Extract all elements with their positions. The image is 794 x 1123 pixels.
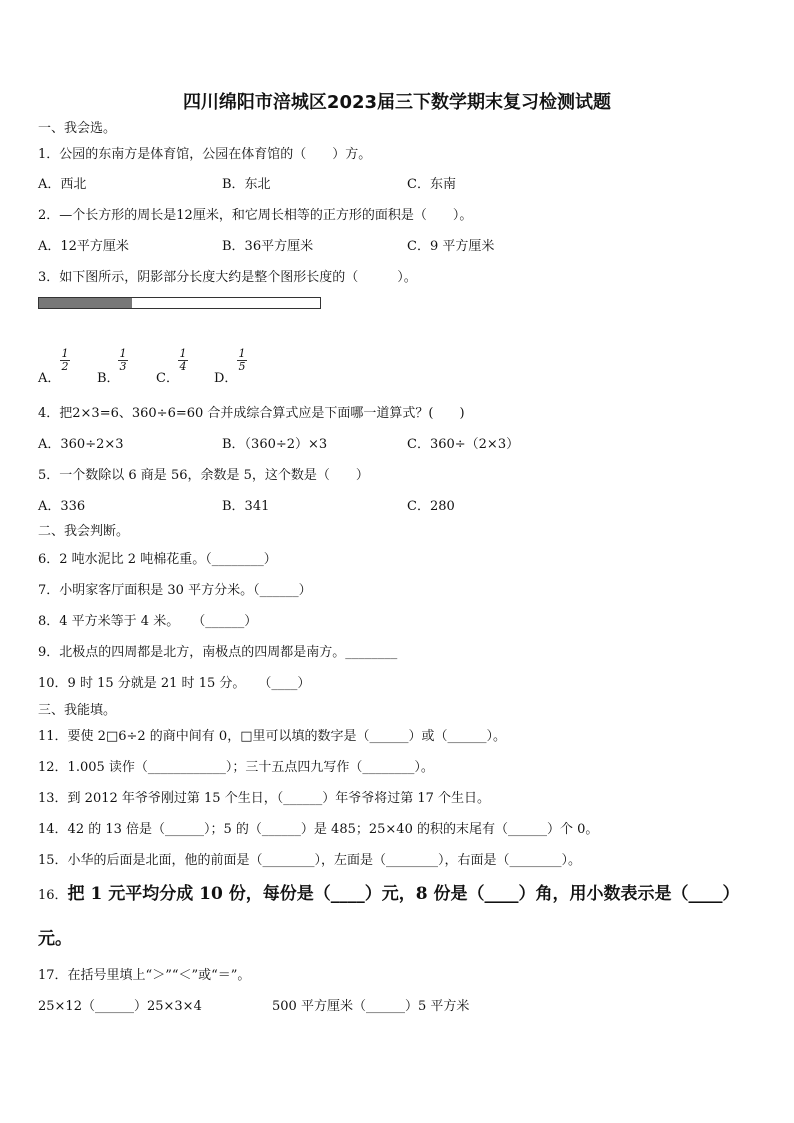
q3-option-d: D． (214, 371, 238, 386)
question-6: 6．2 吨水泥比 2 吨棉花重。（________） (38, 552, 277, 567)
q3-option-b: B． (97, 371, 120, 386)
question-1: 1．公园的东南方是体育馆，公园在体育馆的（ ）方。 (38, 147, 372, 162)
question-16 (38, 885, 739, 905)
question-9: 9．北极点的四周都是北方，南极点的四周都是南方。________ (38, 645, 398, 660)
question-3: 3．如下图所示，阴影部分长度大约是整个图形长度的（ ）。 (38, 270, 417, 285)
q4-option-c: C．360÷（2×3） (407, 437, 520, 452)
q1-option-c: C．东南 (407, 177, 456, 192)
q5-option-b: B．341 (222, 499, 270, 514)
question-16-number: 16． (38, 888, 68, 903)
question-14: 14．42 的 13 倍是（______）；5 的（______）是 485；25×40 的积的末尾有（______）个 0。 (38, 822, 599, 837)
question-10: 10．9 时 15 分就是 21 时 15 分。 （____） (38, 676, 311, 691)
question-2: 2．—个长方形的周长是12厘米，和它周长相等的正方形的面积是（ ）。 (38, 208, 473, 223)
q3-option-a: A． (38, 371, 61, 386)
q3-fraction-b: $\frac{1}{3}$ (119, 347, 127, 373)
question-7: 7．小明家客厅面积是 30 平方分米。（______） (38, 583, 312, 598)
q2-option-a: A．12平方厘米 (38, 239, 129, 254)
question-13: 13．到 2012 年爷爷刚过第 15 个生日，（______）年爷爷将过第 17 个生日。 (38, 791, 491, 806)
q5-option-c: C．280 (407, 499, 455, 514)
question-5: 5．一个数除以 6 商是 56，余数是 5，这个数是（ ） (38, 468, 369, 483)
q1-option-b: B．东北 (222, 177, 271, 192)
question-8: 8．4 平方米等于 4 米。 （______） (38, 614, 258, 629)
q2-option-c: C．9 平方厘米 (407, 239, 495, 254)
q4-option-a: A．360÷2×3 (38, 437, 124, 452)
section-heading-fill: 三、我能填。 (38, 703, 117, 718)
section-heading-choose: 一、我会选。 (38, 121, 117, 136)
q4-option-b: B．（360÷2）×3 (222, 437, 328, 452)
q3-fraction-a: $\frac{1}{2}$ (61, 347, 69, 373)
shaded-bar-figure (38, 297, 321, 309)
q3-fraction-d: $\frac{1}{5}$ (238, 347, 246, 373)
question-15: 15．小华的后面是北面，他的前面是（________），左面是（________），右面是（________）。 (38, 853, 582, 868)
question-17: 17．在括号里填上“＞”“＜”或“＝”。 (38, 968, 251, 983)
q3-option-c: C． (156, 371, 179, 386)
section-heading-judge: 二、我会判断。 (38, 524, 130, 539)
question-16-continuation: 元。 (38, 929, 72, 949)
page-title: 四川绵阳市涪城区2023届三下数学期末复习检测试题 (182, 92, 612, 113)
question-16-text: 把 1 元平均分成 10 份，每份是（____）元，8 份是（____）角，用小数表示是（____） (67, 884, 740, 904)
question-11: 11．要使 2□6÷2 的商中间有 0，□里可以填的数字是（______）或（______）。 (38, 729, 506, 744)
shaded-portion (39, 298, 132, 308)
question-4: 4．把2×3=6、360÷6=60 合并成综合算式应是下面哪一道算式？( ) (38, 406, 465, 421)
q17-compare-left: 25×12（______）25×3×4 (38, 999, 202, 1014)
question-12: 12．1.005 读作（____________）；三十五点四九写作（________）。 (38, 760, 434, 775)
q2-option-b: B．36平方厘米 (222, 239, 314, 254)
q1-option-a: A．西北 (38, 177, 87, 192)
q17-compare-right: 500 平方厘米（______）5 平方米 (272, 999, 470, 1014)
q3-fraction-c: $\frac{1}{4}$ (179, 347, 187, 373)
q5-option-a: A．336 (38, 499, 86, 514)
